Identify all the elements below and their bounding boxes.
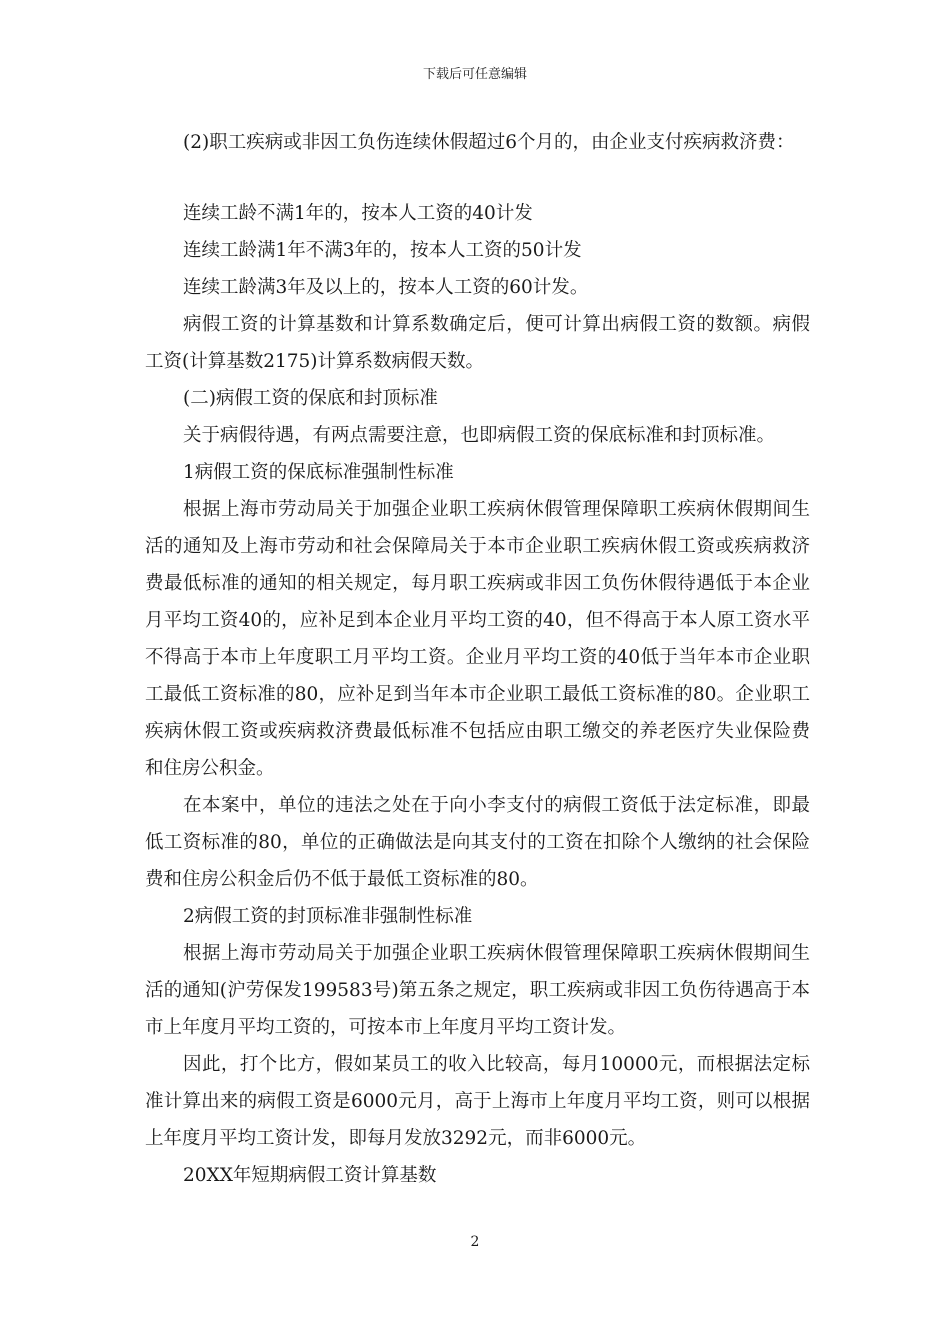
paragraph: 连续工龄满1年不满3年的，按本人工资的50计发 [183, 240, 582, 261]
paragraph: 连续工龄满3年及以上的，按本人工资的60计发。 [183, 277, 589, 298]
paragraph: 关于病假待遇，有两点需要注意，也即病假工资的保底标准和封顶标准。 [183, 425, 776, 446]
page-number: 2 [470, 1234, 480, 1250]
page-header: 下载后可任意编辑 [422, 67, 527, 82]
subsection-heading: 2病假工资的封顶标准非强制性标准 [183, 906, 473, 927]
paragraph: 根据上海市劳动局关于加强企业职工疾病休假管理保障职工疾病休假期间生活的通知及上海市劳动和社会保障局关于本市企业职工疾病休假工资或疾病救济费最低标准的通知的相关规定，每月职工疾病或非因工负伤休假待遇低于本企业月平均工资40的，应补足到本企业月平均工资的40，但不得高于本人原工资水平不得高于本市上年度职工月平均工资。企业月平均工资的40低于当年本市企业职工最低工资标准的80，应补足到当年本市企业职工最低工资标准的80。企业职工疾病休假工资或疾病救济费最低标准不包括应由职工缴交的养老医疗失业保险费和住房公积金。 [145, 499, 810, 779]
document-body [145, 124, 810, 1194]
paragraph: 根据上海市劳动局关于加强企业职工疾病休假管理保障职工疾病休假期间生活的通知(沪劳保发199583号)第五条之规定，职工疾病或非因工负伤待遇高于本市上年度月平均工资的，可按本市上年度月平均工资计发。 [145, 943, 810, 1038]
section-heading: (二)病假工资的保底和封顶标准 [183, 388, 438, 409]
paragraph: 在本案中，单位的违法之处在于向小李支付的病假工资低于法定标准，即最低工资标准的80，单位的正确做法是向其支付的工资在扣除个人缴纳的社会保险费和住房公积金后仍不低于最低工资标准的80。 [145, 795, 810, 890]
subsection-heading: 1病假工资的保底标准强制性标准 [183, 462, 454, 483]
paragraph: 20XX年短期病假工资计算基数 [183, 1165, 437, 1186]
paragraph: 病假工资的计算基数和计算系数确定后，便可计算出病假工资的数额。病假工资(计算基数2175)计算系数病假天数。 [145, 314, 810, 372]
paragraph: 因此，打个比方，假如某员工的收入比较高，每月10000元，而根据法定标准计算出来的病假工资是6000元月，高于上海市上年度月平均工资，则可以根据上年度月平均工资计发，即每月发放3292元，而非6000元。 [145, 1054, 810, 1149]
paragraph: (2)职工疾病或非因工负伤连续休假超过6个月的，由企业支付疾病救济费： [183, 132, 795, 153]
paragraph: 连续工龄不满1年的，按本人工资的40计发 [183, 203, 533, 224]
